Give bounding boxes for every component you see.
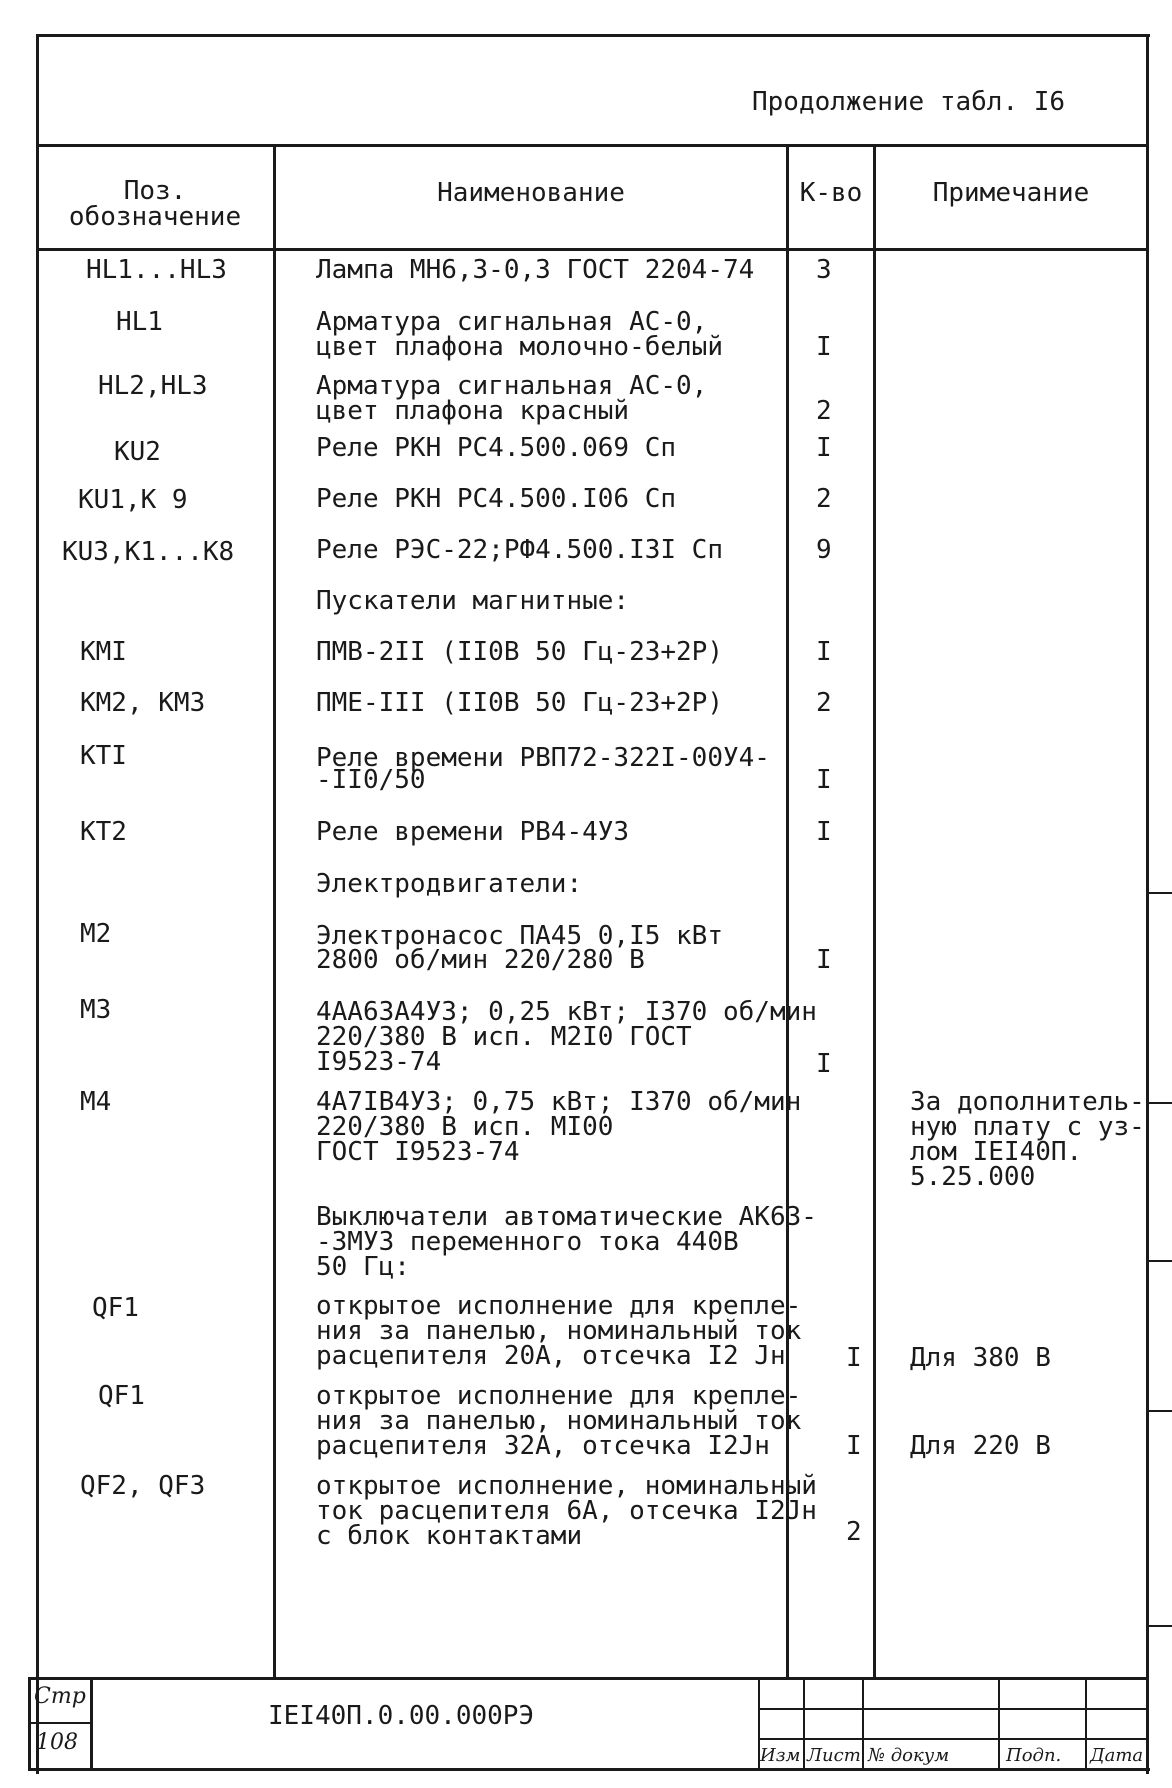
- page-label: Стр: [34, 1684, 86, 1709]
- row-qty: 2: [816, 396, 832, 426]
- margin-tick: [1146, 1625, 1172, 1627]
- row-name: открытое исполнение для крепле-: [316, 1291, 802, 1321]
- row-pos: KMI: [80, 637, 127, 667]
- row-name: I9523-74: [316, 1047, 442, 1077]
- row-pos: KU3,K1...K8: [62, 537, 235, 567]
- row-pos: HL2,HL3: [98, 371, 208, 401]
- row-name: Выключатели автоматические АК63-: [316, 1202, 817, 1232]
- margin-tick: [1146, 1260, 1172, 1262]
- row-qty: I: [816, 332, 832, 362]
- row-qty: I: [816, 1049, 832, 1079]
- row-name: Реле РКН РС4.500.I06 Сп: [316, 484, 677, 514]
- stamp-label-date: Дата: [1090, 1745, 1144, 1766]
- margin-tick: [1146, 1410, 1172, 1412]
- stamp-label-sign: Подп.: [1006, 1745, 1062, 1766]
- row-pos: KU1,K 9: [78, 485, 188, 515]
- frame-right: [1146, 34, 1149, 1774]
- row-name: цвет плафона красный: [316, 396, 630, 426]
- row-pos: M2: [80, 919, 112, 949]
- row-name: Арматура сигнальная АС-0,: [316, 371, 708, 401]
- row-qty: I: [816, 945, 832, 975]
- col-header-pos-line2: обозначение: [68, 202, 242, 232]
- row-name: -3МУ3 переменного тока 440В: [316, 1227, 739, 1257]
- row-pos: M3: [80, 995, 112, 1025]
- row-name: 220/380 В исп. МI00: [316, 1112, 614, 1142]
- row-note: 5.25.000: [910, 1162, 1036, 1192]
- row-name: расцепителя 20А, отсечка I2 Jн: [316, 1341, 786, 1371]
- page-number: 108: [36, 1730, 78, 1755]
- row-pos: HL1: [116, 307, 163, 337]
- col-line-2: [786, 144, 789, 1680]
- col-header-pos: [40, 178, 270, 230]
- row-note: Для 220 В: [910, 1431, 1051, 1461]
- footer-left-edge: [28, 1677, 31, 1770]
- footer-page-box-mid: [28, 1722, 92, 1724]
- row-name: Реле РКН РС4.500.069 Сп: [316, 433, 677, 463]
- doc-code: IEI40П.0.00.000РЭ: [268, 1701, 535, 1731]
- row-name: Арматура сигнальная АС-0,: [316, 307, 708, 337]
- row-note: лом IEI40П.: [910, 1137, 1083, 1167]
- row-name: открытое исполнение, номинальный: [316, 1471, 817, 1501]
- row-qty: I: [846, 1343, 862, 1373]
- frame-left: [36, 34, 39, 1774]
- row-name: 4А7IВ4У3; 0,75 кВт; I370 об/мин: [316, 1087, 802, 1117]
- row-name: Реле РЭС-22;РФ4.500.I3I Сп: [316, 535, 723, 565]
- stamp-grid-v: [998, 1677, 1000, 1770]
- stamp-label-doc: № докум: [868, 1745, 950, 1766]
- col-line-1: [273, 144, 276, 1680]
- row-name: -II0/50: [316, 765, 426, 795]
- row-pos: KT2: [80, 817, 127, 847]
- margin-tick: [1146, 892, 1172, 894]
- row-qty: 2: [816, 688, 832, 718]
- row-qty: 2: [816, 484, 832, 514]
- row-qty: 3: [816, 255, 832, 285]
- row-note: Для 380 В: [910, 1343, 1051, 1373]
- row-qty: 2: [846, 1517, 862, 1547]
- row-name: Реле времени РВ4-4У3: [316, 817, 630, 847]
- row-name: цвет плафона молочно-белый: [316, 332, 723, 362]
- row-name: ния за панелью, номинальный ток: [316, 1316, 802, 1346]
- row-name: Реле времени РВП72-322I-00У4-: [316, 743, 770, 773]
- row-name: 2800 об/мин 220/280 В: [316, 945, 645, 975]
- row-name: Пускатели магнитные:: [316, 586, 630, 616]
- row-qty: I: [816, 637, 832, 667]
- row-qty: 9: [816, 535, 832, 565]
- row-name: 50 Гц:: [316, 1252, 410, 1282]
- row-name: ГОСТ I9523-74: [316, 1137, 520, 1167]
- row-name: 4АА63А4У3; 0,25 кВт; I370 об/мин: [316, 997, 817, 1027]
- header-bottom-line: [38, 248, 1148, 251]
- row-pos: HL1...HL3: [86, 255, 227, 285]
- stamp-label-izm: Изм: [760, 1745, 801, 1766]
- row-pos: KTI: [80, 741, 127, 771]
- col-header-pos-line1: Поз.: [123, 176, 187, 206]
- row-pos: QF1: [98, 1381, 145, 1411]
- row-name: ток расцепителя 6А, отсечка I2Jн: [316, 1496, 817, 1526]
- row-pos: QF1: [92, 1293, 139, 1323]
- col-line-3: [873, 144, 876, 1680]
- row-pos: KU2: [114, 437, 161, 467]
- row-name: Лампа МН6,3-0,3 ГОСТ 2204-74: [316, 255, 755, 285]
- row-name: Электродвигатели:: [316, 869, 583, 899]
- stamp-grid-v: [803, 1677, 805, 1770]
- col-header-name: Наименование: [437, 178, 625, 208]
- row-pos: QF2, QF3: [80, 1471, 206, 1501]
- stamp-grid-h: [758, 1738, 1148, 1740]
- footer-top-line: [28, 1677, 1148, 1680]
- row-note: За дополнитель-: [910, 1087, 1145, 1117]
- row-name: Электронасос ПА45 0,I5 кВт: [316, 921, 723, 951]
- stamp-grid-h: [758, 1708, 1148, 1710]
- frame-bottom: [28, 1768, 1150, 1771]
- row-pos: KM2, KM3: [80, 688, 206, 718]
- margin-tick: [1146, 1102, 1172, 1104]
- row-name: расцепителя 32А, отсечка I2Jн: [316, 1431, 770, 1461]
- row-name: ПМЕ-III (II0В 50 Гц-23+2Р): [316, 688, 723, 718]
- table-top-line: [38, 144, 1148, 147]
- col-header-note: Примечание: [932, 178, 1090, 208]
- row-qty: I: [816, 765, 832, 795]
- row-name: ПМВ-2II (II0В 50 Гц-23+2Р): [316, 637, 723, 667]
- stamp-grid-v: [862, 1677, 864, 1770]
- row-qty: I: [846, 1431, 862, 1461]
- row-name: 220/380 В исп. М2I0 ГОСТ: [316, 1022, 692, 1052]
- row-note: ную плату с уз-: [910, 1112, 1145, 1142]
- row-name: с блок контактами: [316, 1521, 583, 1551]
- row-pos: M4: [80, 1087, 112, 1117]
- row-qty: I: [816, 817, 832, 847]
- frame-top: [38, 34, 1150, 37]
- row-qty: I: [816, 433, 832, 463]
- stamp-grid-v: [1085, 1677, 1087, 1770]
- row-name: открытое исполнение для крепле-: [316, 1381, 802, 1411]
- stamp-label-list: Лист: [807, 1745, 861, 1766]
- continuation-label: Продолжение табл. I6: [752, 87, 1066, 117]
- col-header-qty: К-во: [799, 178, 863, 208]
- row-name: ния за панелью, номинальный ток: [316, 1406, 802, 1436]
